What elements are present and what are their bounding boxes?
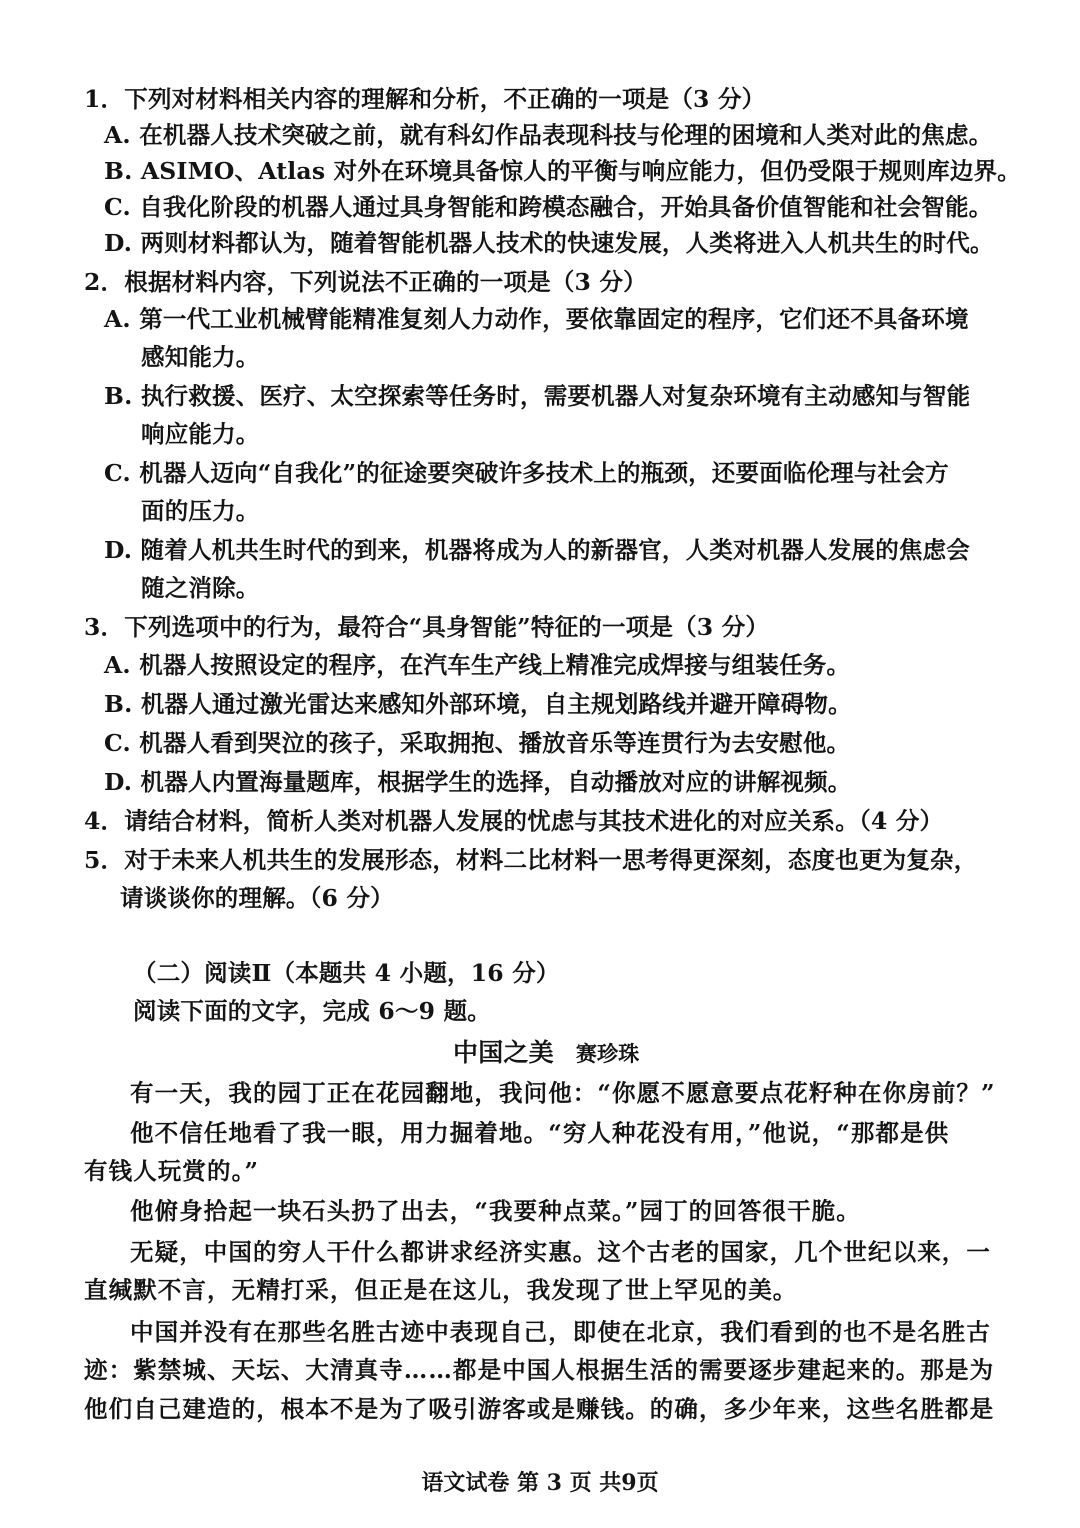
- question-1-option-a: A. 在机器人技术突破之前，就有科幻作品表现科技与伦理的困境和人类对此的焦虑。: [104, 121, 993, 149]
- question-2-option-d: D. 随着人机共生时代的到来，机器将成为人的新器官，人类对机器人发展的焦虑会: [104, 536, 971, 564]
- question-1-stem: 1．下列对材料相关内容的理解和分析，不正确的一项是（3 分）: [84, 85, 766, 113]
- passage-paragraph-3: 他俯身拾起一块石头扔了出去，“我要种点菜。”园丁的回答很干脆。: [130, 1197, 861, 1225]
- question-2-option-b: B. 执行救援、医疗、太空探索等任务时，需要机器人对复杂环境有主动感知与智能: [104, 382, 971, 410]
- question-2-stem: 2．根据材料内容，下列说法不正确的一项是（3 分）: [84, 268, 647, 296]
- passage-paragraph-4-cont: 直缄默不言，无精打采，但正是在这儿，我发现了世上罕见的美。: [84, 1276, 798, 1304]
- passage-paragraph-4: 无疑，中国的穷人干什么都讲求经济实惠。这个古老的国家，几个世纪以来，一: [130, 1238, 991, 1266]
- question-3-option-d: D. 机器人内置海量题库，根据学生的选择，自动播放对应的讲解视频。: [104, 768, 852, 796]
- page-footer: 语文试卷 第 3 页 共9页: [421, 1470, 659, 1496]
- question-2-option-d-cont: 随之消除。: [141, 574, 260, 602]
- question-3-option-c: C. 机器人看到哭泣的孩子，采取拥抱、播放音乐等连贯行为去安慰他。: [104, 729, 851, 757]
- question-1-option-d: D. 两则材料都认为，随着智能机器人技术的快速发展，人类将进入人机共生的时代。: [104, 229, 994, 257]
- question-2-option-b-cont: 响应能力。: [141, 420, 260, 448]
- passage-paragraph-5: 中国并没有在那些名胜古迹中表现自己，即使在北京，我们看到的也不是名胜古: [130, 1318, 991, 1346]
- passage-title: 中国之美: [453, 1038, 554, 1067]
- section-heading: （二）阅读Ⅱ（本题共 4 小题，16 分）: [133, 959, 560, 987]
- question-1-option-b: B. ASIMO、Atlas 对外在环境具备惊人的平衡与响应能力，但仍受限于规则库边界。: [104, 157, 1021, 185]
- section-instruction: 阅读下面的文字，完成 6～9 题。: [133, 997, 491, 1025]
- question-4-stem: 4．请结合材料，简析人类对机器人发展的忧虑与其技术进化的对应关系。（4 分）: [84, 807, 944, 835]
- question-5-stem: 5．对于未来人机共生的发展形态，材料二比材料一思考得更深刻，态度也更为复杂，: [84, 846, 978, 874]
- question-3-option-b: B. 机器人通过激光雷达来感知外部环境，自主规划路线并避开障碍物。: [104, 690, 852, 718]
- passage-paragraph-1: 有一天，我的园丁正在花园翻地，我问他：“你愿不愿意要点花籽种在你房前？”: [130, 1079, 996, 1107]
- question-3-stem: 3．下列选项中的行为，最符合“具身智能”特征的一项是（3 分）: [84, 613, 770, 641]
- passage-paragraph-5-cont-1: 迹：紫禁城、天坛、大清真寺……都是中国人根据生活的需要逐步建起来的。那是为: [84, 1356, 995, 1384]
- question-2-option-c-cont: 面的压力。: [141, 497, 260, 525]
- question-2-option-a-cont: 感知能力。: [141, 343, 260, 371]
- passage-paragraph-2: 他不信任地看了我一眼，用力掘着地。“穷人种花没有用，”他说，“那都是供: [130, 1119, 950, 1147]
- question-3-option-a: A. 机器人按照设定的程序，在汽车生产线上精准完成焊接与组装任务。: [104, 651, 851, 679]
- passage-title-line: [453, 1037, 639, 1070]
- question-2-option-a: A. 第一代工业机械臂能精准复刻人力动作，要依靠固定的程序，它们还不具备环境: [104, 305, 969, 333]
- passage-author: 赛珍珠: [575, 1041, 640, 1066]
- passage-paragraph-2-cont: 有钱人玩赏的。”: [84, 1157, 260, 1185]
- question-5-stem-cont: 请谈谈你的理解。（6 分）: [120, 884, 394, 912]
- question-1-option-c: C. 自我化阶段的机器人通过具身智能和跨模态融合，开始具备价值智能和社会智能。: [104, 193, 993, 221]
- passage-paragraph-5-cont-2: 他们自己建造的，根本不是为了吸引游客或是赚钱。的确，多少年来，这些名胜都是: [84, 1395, 995, 1423]
- question-2-option-c: C. 机器人迈向“自我化”的征途要突破许多技术上的瓶颈，还要面临伦理与社会方: [104, 459, 949, 487]
